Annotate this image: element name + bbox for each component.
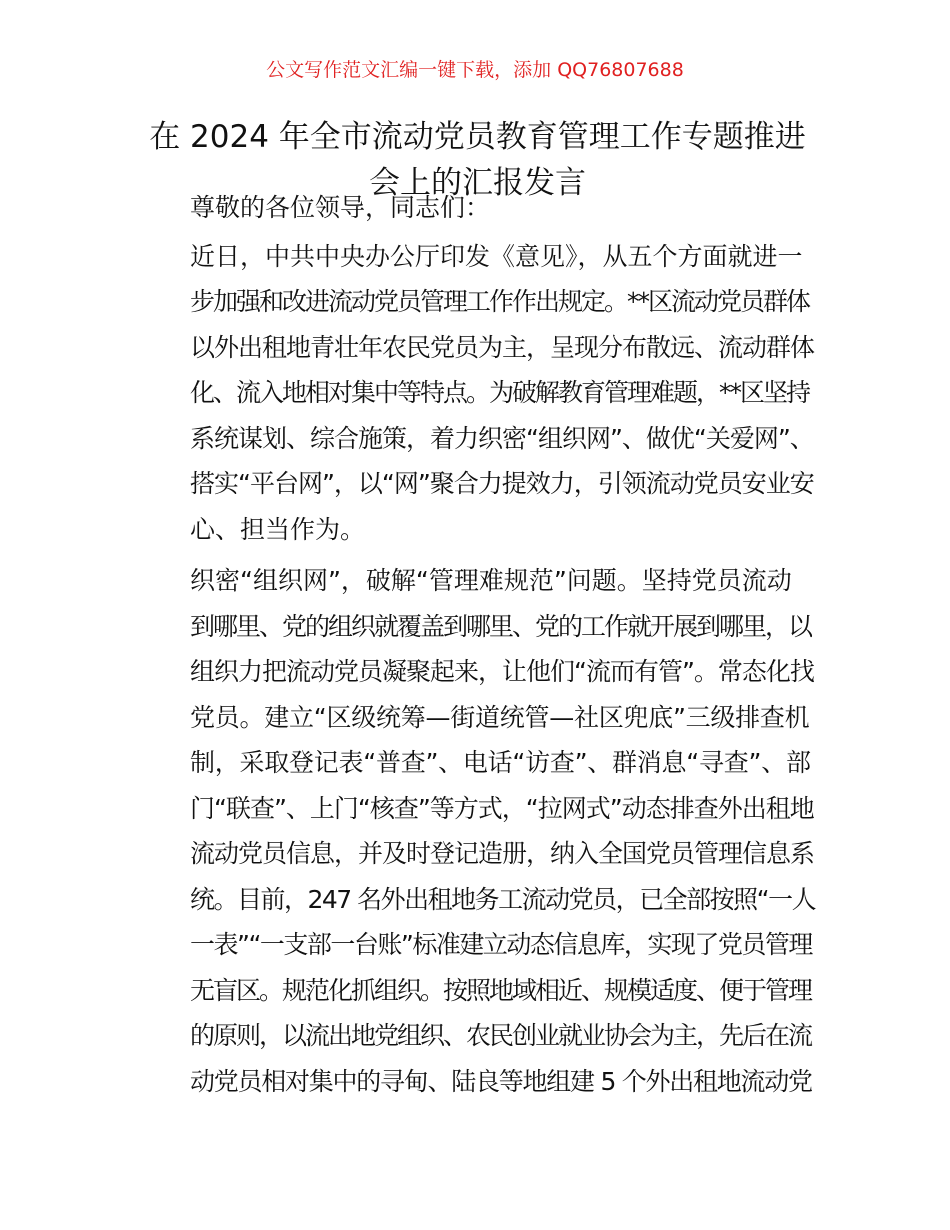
paragraph-1: [140, 234, 815, 553]
paragraph-line: 制，采取登记表“普查”、电话“访查”、群消息“寻查”、部: [190, 748, 811, 777]
paragraph-line: 近日，中共中央办公厅印发《意见》，从五个方面就进一: [190, 241, 803, 271]
title-line-2: 会上的汇报发言: [369, 165, 586, 201]
paragraph-line: 流动党员信息，并及时登记造册，纳入全国党员管理信息系: [190, 839, 815, 868]
paragraph-line: 织密“组织网”，破解“管理难规范”问题。坚持党员流动: [190, 566, 792, 595]
paragraph-line: 无盲区。规范化抓组织。按照地域相近、规模适度、便于管理: [190, 975, 812, 1005]
paragraph-line: 化、流入地相对集中等特点。为破解教育管理难题，**区坚持: [190, 378, 810, 407]
paragraph-2: [140, 558, 815, 1104]
paragraph-line: 的原则，以流出地党组织、农民创业就业协会为主，先后在流: [190, 1021, 812, 1050]
title-line-1: 在 2024 年全市流动党员教育管理工作专题推进: [149, 119, 806, 155]
paragraph-line: 一表”“一支部一台账”标准建立动态信息库，实现了党员管理: [190, 930, 812, 959]
paragraph-line: 搭实“平台网”，以“网”聚合力提效力，引领流动党员安业安: [190, 469, 814, 498]
paragraph-line: 统。目前，247 名外出租地务工流动党员，已全部按照“一人: [190, 884, 816, 914]
paragraph-line: 门“联查”、上门“核查”等方式，“拉网式”动态排查外出租地: [190, 793, 814, 823]
paragraph-line: 步加强和改进流动党员管理工作作出规定。**区流动党员群体: [190, 287, 810, 316]
paragraph-line: 以外出租地青壮年农民党员为主，呈现分布散远、流动群体: [190, 332, 815, 362]
paragraph-line: 到哪里、党的组织就覆盖到哪里、党的工作就开展到哪里，以: [190, 611, 812, 641]
salutation: 尊敬的各位领导，同志们：: [190, 193, 491, 222]
download-watermark: 公文写作范文汇编一键下载，添加 QQ76807688: [266, 59, 684, 81]
paragraph-line: 系统谋划、综合施策，着力织密“组织网”、做优“关爱网”、: [190, 423, 814, 453]
paragraph-line: 组织力把流动党员凝聚起来，让他们“流而有管”。常态化找: [190, 657, 814, 686]
paragraph-line: 心、担当作为。: [190, 514, 366, 544]
paragraph-line: 动党员相对集中的寻甸、陆良等地组建 5 个外出租地流动党: [190, 1066, 812, 1096]
paragraph-line: 党员。建立“区级统筹—街道统管—社区兜底”三级排查机: [190, 702, 810, 732]
document-body: [140, 185, 815, 1110]
